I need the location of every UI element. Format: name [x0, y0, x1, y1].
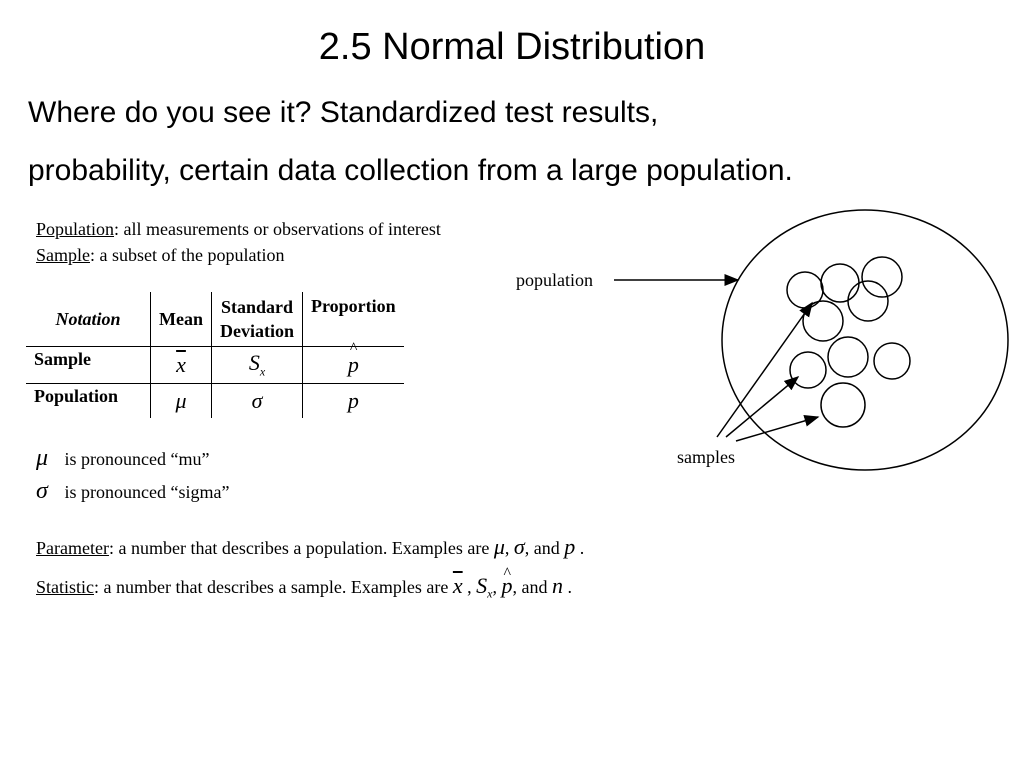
sample-circle — [821, 383, 865, 427]
page-title: 2.5 Normal Distribution — [318, 26, 706, 68]
statistic-sep3: , and — [512, 577, 548, 597]
intro-line-2: probability, certain data collection from a large population. — [28, 154, 793, 187]
sigma-symbol: σ — [36, 478, 48, 504]
table-header-row — [26, 292, 404, 347]
row-label-sample: Sample — [26, 347, 151, 384]
statistic-s-subscript: x — [487, 586, 493, 601]
sample-circle — [848, 281, 888, 321]
parameter-sep1: , — [504, 538, 510, 558]
s-subscript: x — [259, 364, 266, 379]
statistic-p-hat: ^ p — [501, 567, 512, 605]
parameter-p: p — [564, 534, 576, 559]
pronunciations — [36, 442, 229, 508]
sample-proportion-symbol — [303, 347, 404, 384]
statistic-end: . — [567, 577, 572, 597]
header-sd-line1: Standard — [220, 297, 294, 317]
intro-line-1: Where do you see it? Standardized test results, — [28, 96, 659, 129]
sample-circle — [874, 343, 910, 379]
sample-text: : a subset of the population — [90, 245, 285, 265]
sample-sd-symbol — [212, 347, 303, 384]
population-circle — [722, 210, 1008, 470]
sample-circle — [821, 264, 859, 302]
header-mean: Mean — [151, 292, 212, 347]
population-proportion-symbol: p — [303, 384, 404, 419]
statistic-sep1: , — [467, 577, 472, 597]
mu-symbol: μ — [36, 445, 49, 471]
mu-text: is pronounced “mu” — [64, 449, 210, 469]
p-hat: ^ p — [348, 352, 359, 378]
sample-circle — [787, 272, 823, 308]
statistic-sep2: , — [492, 577, 497, 597]
parameter-sigma: σ — [513, 534, 525, 559]
samples-arrow — [717, 303, 812, 437]
sample-circle — [790, 352, 826, 388]
statistic-s: S — [476, 573, 488, 598]
samples-label: samples — [677, 447, 735, 467]
definitions — [36, 216, 441, 268]
sample-term: Sample — [36, 245, 90, 265]
samples-arrow — [726, 377, 798, 437]
sample-circle — [862, 257, 902, 297]
population-mean-symbol: μ — [151, 384, 212, 419]
population-definition — [36, 216, 441, 242]
statistic-n: n — [551, 573, 563, 598]
header-proportion: Proportion — [303, 292, 404, 347]
parameter-mu: μ — [493, 534, 505, 559]
pronunciation-sigma — [36, 475, 229, 508]
sample-definition — [36, 242, 441, 268]
table-row — [26, 384, 404, 419]
samples-arrow — [736, 417, 818, 441]
row-label-population: Population — [34, 386, 119, 406]
parameter-term: Parameter — [36, 538, 109, 558]
s-symbol: S — [248, 350, 260, 376]
statistic-term: Statistic — [36, 577, 94, 597]
header-notation: Notation — [26, 292, 151, 347]
population-text: : all measurements or observations of interest — [114, 219, 441, 239]
parameter-end: . — [579, 538, 585, 558]
population-label: population — [516, 270, 593, 290]
statistic-text: : a number that describes a sample. Examples are — [94, 577, 449, 597]
x-bar: $\overline{x}$ — [176, 352, 186, 377]
pronunciation-mu — [36, 442, 229, 475]
header-sd-line2: Deviation — [220, 321, 294, 341]
sigma-text: is pronounced “sigma” — [64, 482, 230, 502]
parameter-sep2: , and — [524, 538, 560, 558]
sample-circle — [828, 337, 868, 377]
population-sd-symbol: σ — [212, 384, 303, 419]
parameter-statistic-definitions — [36, 528, 584, 613]
statistic-definition — [36, 567, 584, 613]
table-row — [26, 347, 404, 384]
statistic-x-bar: $\overline{x}$ — [452, 573, 463, 598]
population-sample-diagram — [510, 205, 1015, 485]
parameter-definition — [36, 528, 584, 567]
header-standard-deviation — [212, 292, 303, 347]
population-term: Population — [36, 219, 115, 239]
notation-table — [26, 292, 404, 418]
sample-mean-symbol — [151, 347, 212, 384]
parameter-text: : a number that describes a population. Examples are — [108, 538, 490, 558]
